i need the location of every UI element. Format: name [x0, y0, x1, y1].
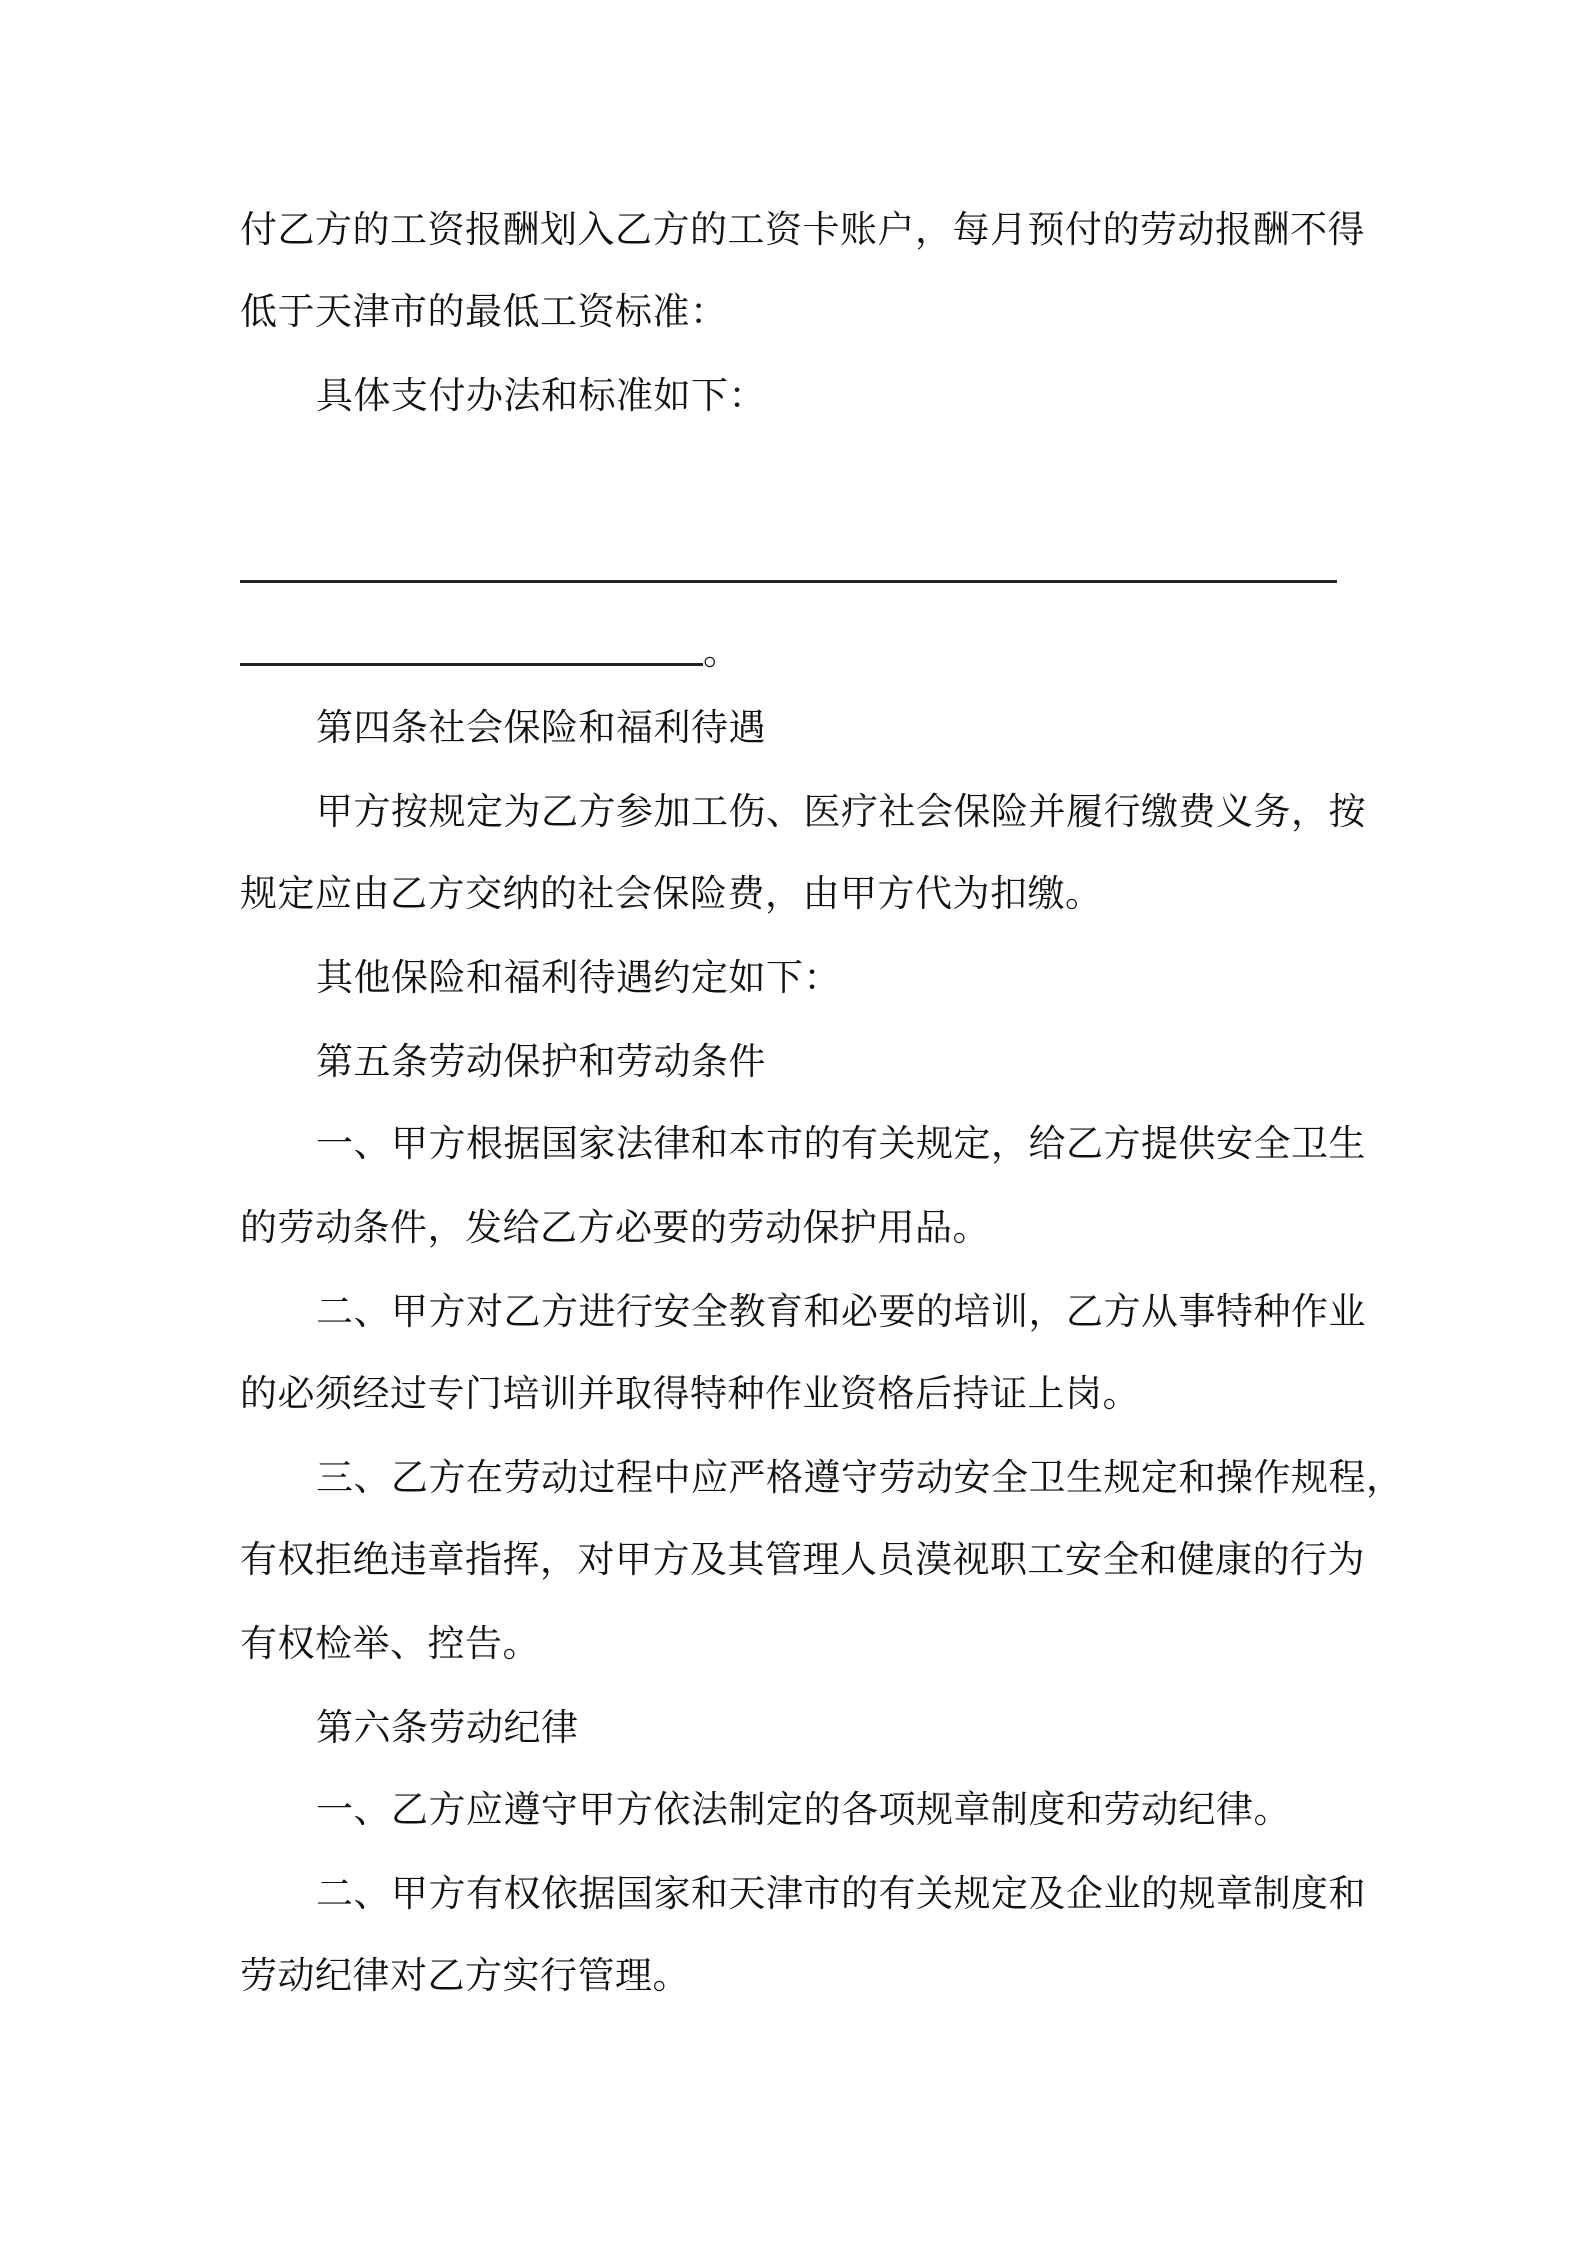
section-heading: 第四条社会保险和福利待遇 — [316, 706, 766, 749]
paragraph-line: 的劳动条件，发给乙方必要的劳动保护用品。 — [240, 1206, 990, 1249]
section-heading: 第六条劳动纪律 — [316, 1706, 579, 1749]
paragraph-line: 规定应由乙方交纳的社会保险费，由甲方代为扣缴。 — [240, 872, 1103, 915]
paragraph-line: 一、乙方应遵守甲方依法制定的各项规章制度和劳动纪律。 — [316, 1788, 1291, 1831]
paragraph-line: 付乙方的工资报酬划入乙方的工资卡账户，每月预付的劳动报酬不得 — [240, 208, 1365, 251]
paragraph-line: 一、甲方根据国家法律和本市的有关规定，给乙方提供安全卫生 — [316, 1122, 1366, 1165]
paragraph-line: 有权拒绝违章指挥，对甲方及其管理人员漠视职工安全和健康的行为 — [240, 1538, 1365, 1581]
fill-in-blank-line — [240, 580, 1337, 583]
fill-in-blank-line-end — [240, 630, 740, 674]
paragraph-line: 二、甲方对乙方进行安全教育和必要的培训，乙方从事特种作业 — [316, 1290, 1366, 1333]
paragraph-line: 三、乙方在劳动过程中应严格遵守劳动安全卫生规定和操作规程， — [316, 1456, 1404, 1499]
paragraph-line: 具体支付办法和标准如下： — [316, 374, 766, 417]
paragraph-line: 甲方按规定为乙方参加工伤、医疗社会保险并履行缴费义务，按 — [316, 790, 1366, 833]
blank-end-mark: 。 — [703, 630, 740, 673]
paragraph-line: 低于天津市的最低工资标准： — [240, 290, 728, 333]
paragraph-line: 有权检举、控告。 — [240, 1622, 540, 1665]
fill-in-blank-short — [240, 663, 703, 666]
paragraph-line: 其他保险和福利待遇约定如下： — [316, 956, 841, 999]
paragraph-line: 的必须经过专门培训并取得特种作业资格后持证上岗。 — [240, 1372, 1140, 1415]
paragraph-line: 劳动纪律对乙方实行管理。 — [240, 1954, 690, 1997]
paragraph-line: 二、甲方有权依据国家和天津市的有关规定及企业的规章制度和 — [316, 1872, 1366, 1915]
section-heading: 第五条劳动保护和劳动条件 — [316, 1040, 766, 1083]
